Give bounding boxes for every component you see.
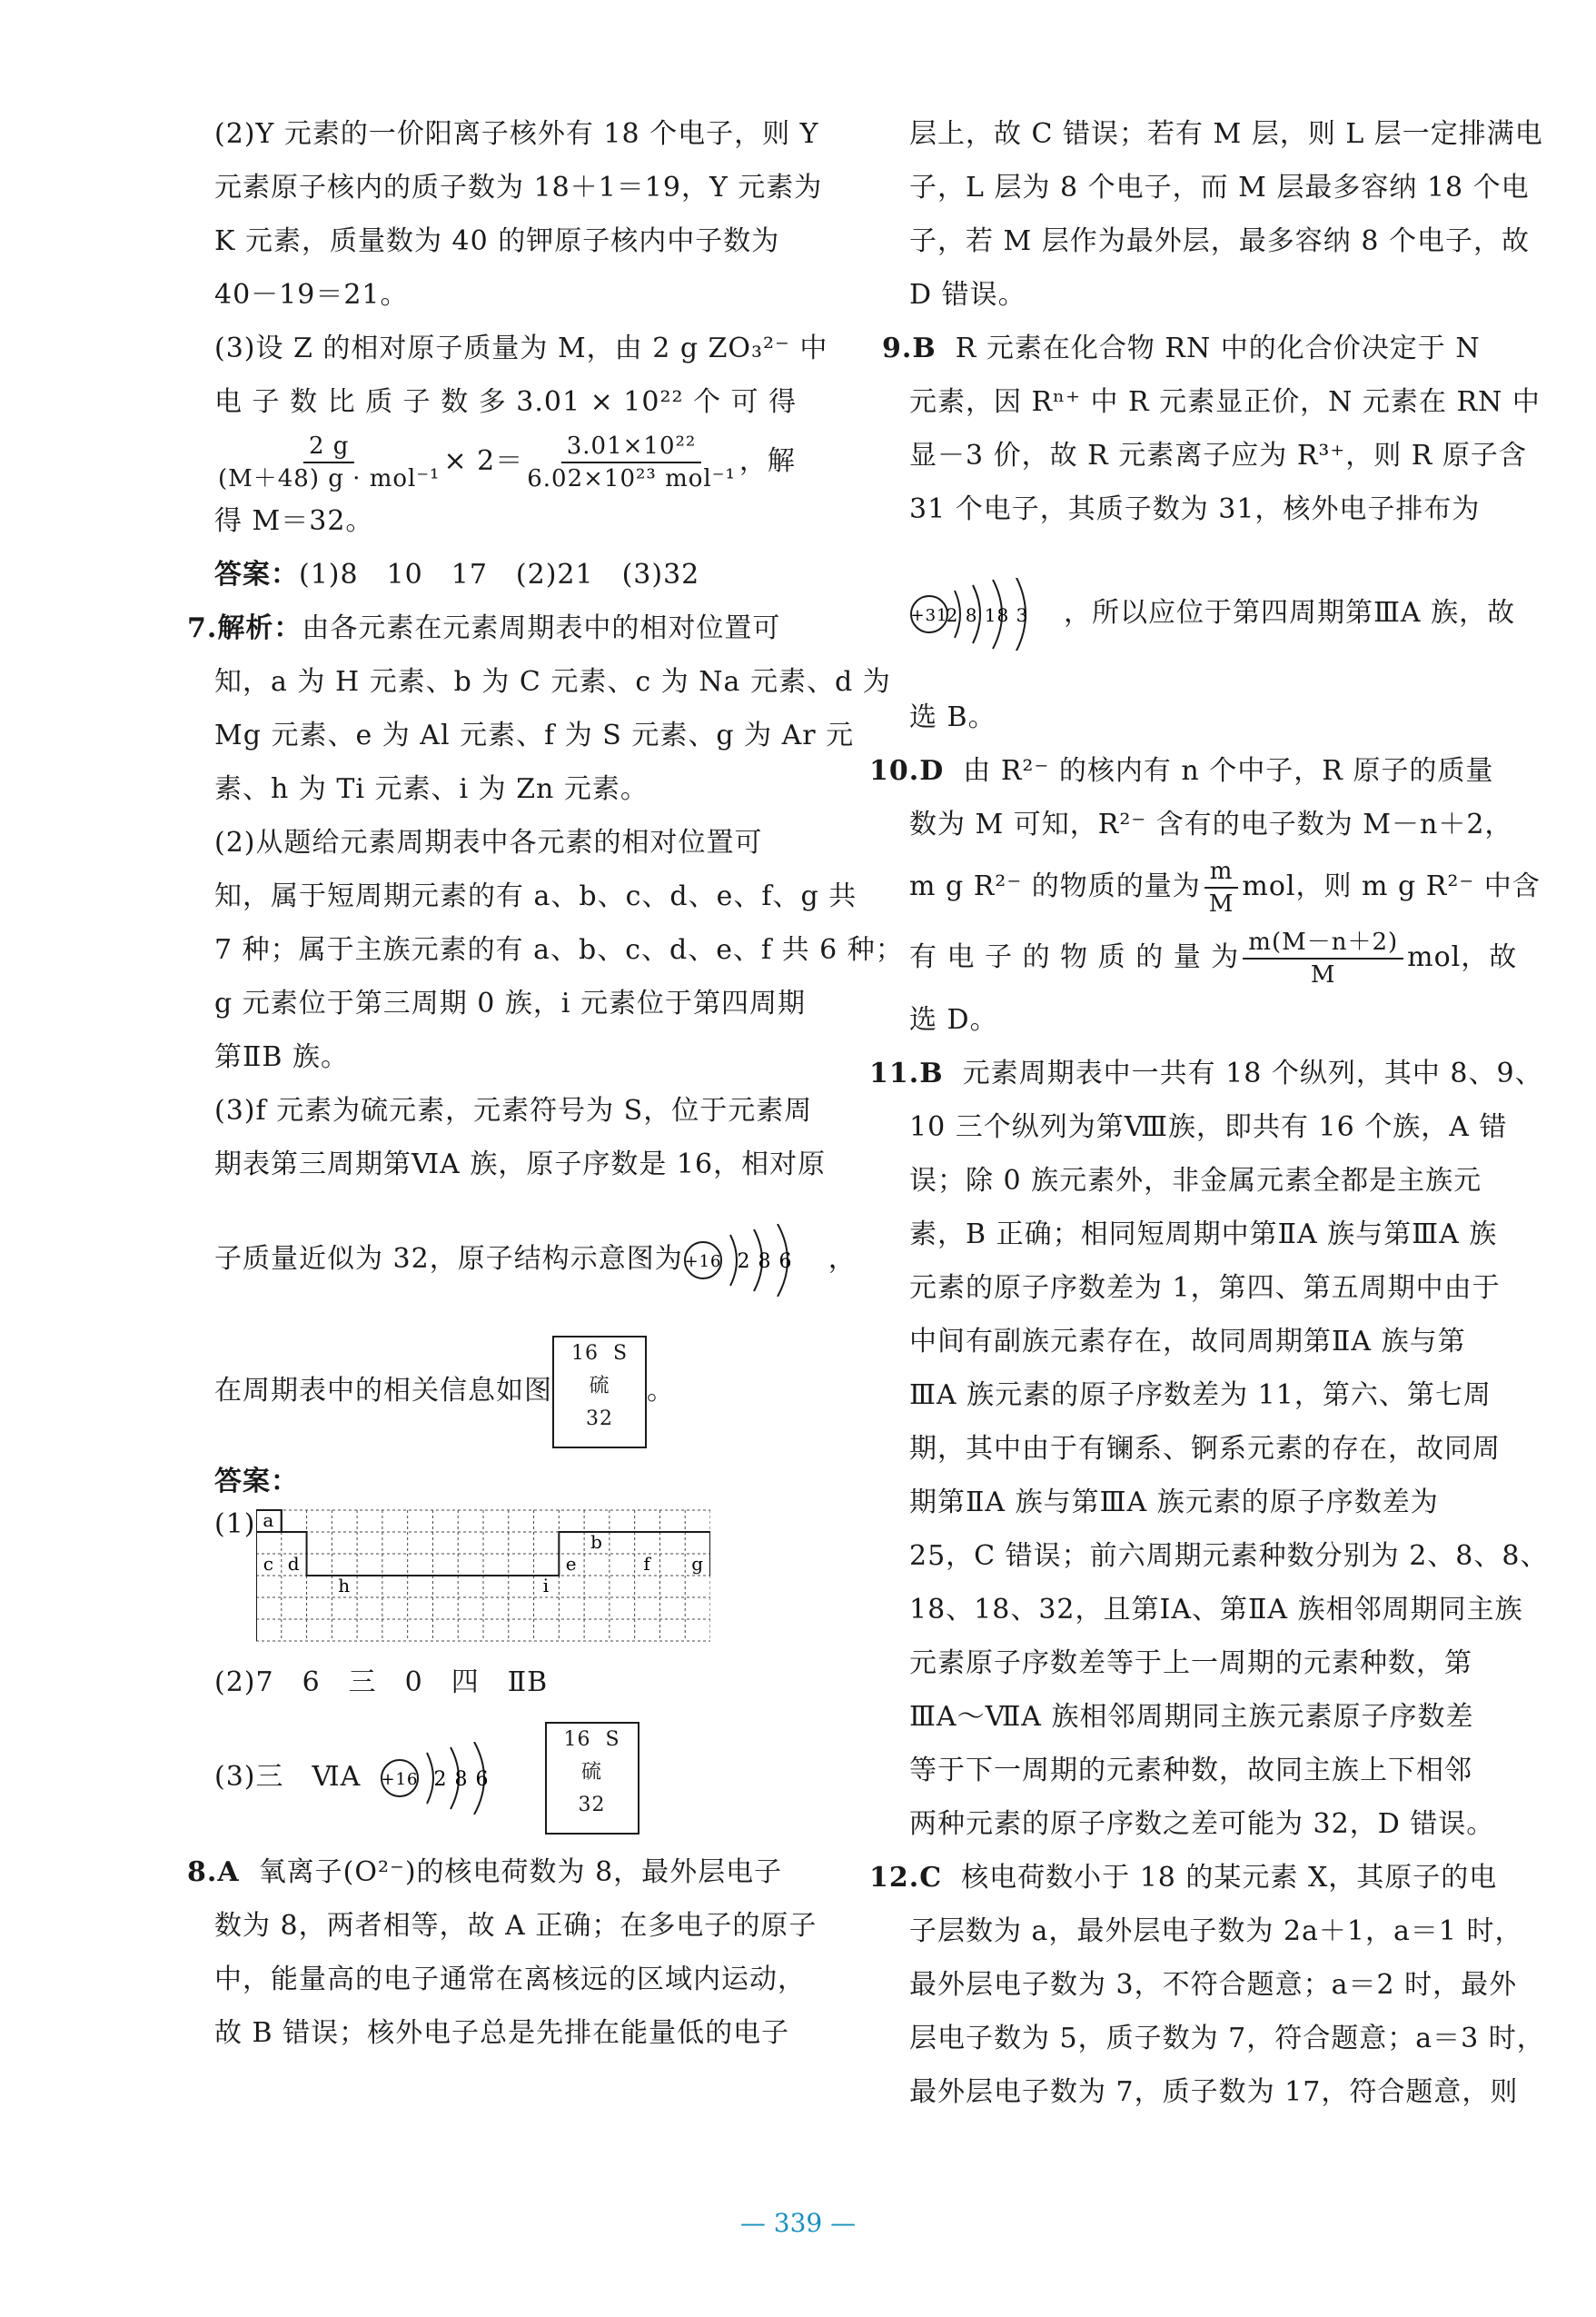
text-line: 故 B 错误；核外电子总是先排在能量低的电子	[214, 2017, 790, 2049]
text-span: R 元素在化合物 RN 中的化合价决定于 N	[955, 333, 1481, 364]
page-number: — 339 —	[739, 2208, 857, 2238]
fraction	[527, 431, 736, 494]
formula-line	[214, 429, 850, 494]
fraction-numerator: m	[1204, 856, 1239, 889]
text-line	[882, 322, 1545, 375]
atom-shells: 2 8 6	[737, 1250, 793, 1273]
answer-6	[214, 548, 850, 602]
text-line: 知，a 为 H 元素、b 为 C 元素、c 为 Na 元素、d 为	[214, 666, 891, 698]
atom-shells: 2 8 18 3	[946, 604, 1029, 626]
answer-7	[214, 1455, 850, 1845]
text-line: 期第ⅡA 族与第ⅢA 族元素的原子序数差为	[909, 1487, 1439, 1518]
text-span: (1)	[214, 1508, 256, 1540]
text-span: 元素周期表中一共有 18 个纵列，其中 8、9、	[962, 1058, 1543, 1089]
fraction-denominator: M	[1310, 961, 1336, 989]
text-line: Mg 元素、e 为 Al 元素、f 为 S 元素、g 为 Ar 元	[214, 720, 855, 751]
element-info-box	[552, 1336, 647, 1448]
text-span: m g R²⁻ 的物质的量为	[909, 870, 1201, 902]
element-mass: 32	[586, 1407, 613, 1430]
text-line: 18、18、32，且第ⅠA、第ⅡA 族相邻周期同主族	[909, 1594, 1523, 1626]
text-line: 第ⅡB 族。	[214, 1041, 349, 1073]
text-line: 子，若 M 层作为最外层，最多容纳 8 个电子，故	[909, 225, 1530, 257]
formula-line	[909, 922, 1545, 993]
q6-part3	[214, 322, 850, 548]
right-column	[869, 107, 1549, 2119]
text-line: (3)f 元素为硫元素，元素符号为 S，位于元素周	[214, 1095, 813, 1127]
q7-analysis	[187, 602, 904, 1455]
text-line: 数为 M 可知，R²⁻ 含有的电子数为 M－n＋2，	[909, 809, 1513, 840]
left-column	[187, 107, 904, 2060]
q12	[869, 1851, 1545, 2119]
text-line	[187, 602, 850, 655]
formula-operator: × 2＝	[443, 445, 524, 477]
text-span: 氧离子(O²⁻)的核电荷数为 8，最外层电子	[258, 1856, 783, 1888]
text-line: 两种元素的原子序数之差可能为 32，D 错误。	[909, 1808, 1495, 1840]
text-line: 显－3 价，故 R 元素离子应为 R³⁺，则 R 原子含	[909, 440, 1527, 472]
formula-tail: ，解	[739, 445, 796, 477]
q10	[869, 744, 1545, 1047]
atom-line	[909, 536, 1545, 691]
text-line: 中，能量高的电子通常在离核远的区域内运动，	[214, 1964, 806, 1995]
q6-part2	[214, 107, 850, 322]
grid-element-label-a: a	[262, 1509, 274, 1531]
text-line: 数为 8，两者相等，故 A 正确；在多电子的原子	[214, 1910, 818, 1942]
text-span: 在周期表中的相关信息如图	[214, 1375, 552, 1407]
element-symbol: S	[605, 1728, 620, 1751]
answer-label: 答案：	[214, 1466, 299, 1497]
periodic-table-grid	[256, 1508, 710, 1645]
atom-structure-diagram	[683, 1224, 828, 1297]
text-line: 电 子 数 比 质 子 数 多 3.01 × 10²² 个 可 得	[214, 386, 798, 418]
text-line: 得 M＝32。	[214, 505, 374, 537]
text-span: 由各元素在元素周期表中的相对位置可	[302, 612, 781, 644]
fraction-numerator: 2 g	[303, 431, 354, 463]
atom-nucleus: +31	[910, 606, 948, 625]
text-span: 核电荷数小于 18 的某元素 X，其原子的电	[961, 1862, 1498, 1894]
text-line: 误；除 0 族元素外，非金属元素全都是主族元	[909, 1165, 1482, 1197]
text-line: ⅢA 族元素的原子序数差为 11，第六、第七周	[909, 1379, 1492, 1411]
atom-nucleus: +16	[381, 1770, 419, 1789]
text-line: 子层数为 a，最外层电子数为 2a＋1，a＝1 时，	[909, 1915, 1523, 1947]
q8-continued	[909, 107, 1545, 322]
text-line: 素，B 正确；相同短周期中第ⅡA 族与第ⅢA 族	[909, 1218, 1498, 1250]
atom-structure-diagram	[380, 1742, 525, 1815]
text-line: 层上，故 C 错误；若有 M 层，则 L 层一定排满电	[909, 118, 1543, 150]
question-label: 8.A	[187, 1856, 240, 1888]
text-line: 7 种；属于主族元素的有 a、b、c、d、e、f 共 6 种；	[214, 934, 904, 966]
atom-line	[214, 1709, 850, 1845]
text-span: 。	[647, 1375, 675, 1407]
text-line: 期表第三周期第ⅥA 族，原子序数是 16，相对原	[214, 1149, 827, 1180]
fraction-denominator: M	[1208, 890, 1234, 918]
text-line: 等于下一周期的元素种数，故同主族上下相邻	[909, 1755, 1472, 1786]
q11	[869, 1047, 1549, 1851]
element-number: 16	[563, 1728, 591, 1751]
text-line: 最外层电子数为 3，不符合题意；a＝2 时，最外	[909, 1969, 1518, 2001]
text-line	[187, 1845, 850, 1899]
answer-text: (1)8 10 17 (2)21 (3)32	[299, 559, 700, 591]
q9	[882, 322, 1545, 744]
element-number: 16	[570, 1342, 599, 1365]
text-line: 子，L 层为 8 个电子，而 M 层最多容纳 18 个电	[909, 172, 1530, 204]
fraction	[1243, 927, 1403, 990]
text-line	[869, 1047, 1545, 1100]
text-line: 元素的原子序数差为 1，第四、第五周期中由于	[909, 1272, 1501, 1304]
text-line: 素、h 为 Ti 元素、i 为 Zn 元素。	[214, 773, 649, 805]
text-line: ⅢA～ⅦA 族相邻周期同主族元素原子序数差	[909, 1701, 1474, 1733]
text-line: (2)从题给元素周期表中各元素的相对位置可	[214, 827, 763, 859]
grid-element-label-d: d	[287, 1553, 301, 1575]
text-span: ，所以应位于第四周期第ⅢA 族，故	[1064, 597, 1516, 629]
text-line: 最外层电子数为 7，质子数为 17，符合题意，则	[909, 2076, 1519, 2108]
atom-structure-diagram	[909, 578, 1064, 651]
text-span: (3)三 ⅥA	[214, 1761, 362, 1793]
formula-line	[909, 851, 1545, 922]
fraction-numerator: m(M－n＋2)	[1243, 927, 1403, 960]
question-label: 11.B	[869, 1058, 944, 1089]
text-line	[869, 1851, 1545, 1904]
fraction-denominator: (M＋48) g · mol⁻¹	[218, 465, 441, 492]
text-line: 元素原子序数差等于上一周期的元素种数，第	[909, 1647, 1472, 1679]
text-line: 层电子数为 5，质子数为 7，符合题意；a＝3 时，	[909, 2023, 1545, 2054]
answer-label: 答案：	[214, 559, 299, 591]
text-line: 中间有副族元素存在，故同周期第ⅡA 族与第	[909, 1326, 1466, 1357]
element-box-line	[214, 1328, 850, 1455]
text-line: 40－19＝21。	[214, 279, 409, 311]
text-line: 10 三个纵列为第Ⅷ族，即共有 16 个族，A 错	[909, 1111, 1508, 1143]
text-line: (2)Y 元素的一价阳离子核外有 18 个电子，则 Y	[214, 118, 819, 150]
text-line: K 元素，质量数为 40 的钾原子核内中子数为	[214, 225, 780, 257]
text-span: mol，则 m g R²⁻ 中含	[1242, 870, 1541, 902]
question-label: 7.解析：	[187, 612, 302, 644]
text-line: 元素原子核内的质子数为 18＋1＝19，Y 元素为	[214, 172, 823, 204]
text-line	[869, 744, 1545, 798]
grid-element-label-e: e	[565, 1553, 578, 1575]
element-symbol: S	[612, 1342, 629, 1365]
periodic-table-answer	[214, 1508, 850, 1645]
atom-shells: 2 8 6	[433, 1768, 490, 1791]
element-number-symbol	[554, 1337, 645, 1370]
question-label: 12.C	[869, 1862, 943, 1894]
text-line: 知，属于短周期元素的有 a、b、c、d、e、f、g 共	[214, 880, 857, 912]
text-line: 期，其中由于有镧系、锕系元素的存在，故同周	[909, 1433, 1501, 1465]
element-name: 硫	[580, 1761, 602, 1784]
text-line: (3)设 Z 的相对原子质量为 M，由 2 g ZO₃²⁻ 中	[214, 333, 828, 364]
text-span: mol，故	[1407, 941, 1518, 973]
element-name: 硫	[589, 1375, 610, 1397]
text-span: 子质量近似为 32，原子结构示意图为	[214, 1243, 683, 1275]
text-line: (2)7 6 三 0 四 ⅡB	[214, 1666, 549, 1698]
text-span: 有 电 子 的 物 质 的 量 为	[909, 941, 1240, 973]
text-line: D 错误。	[909, 279, 1026, 311]
text-line: 31 个电子，其质子数为 31，核外电子排布为	[909, 493, 1481, 525]
grid-element-label-g: g	[690, 1553, 704, 1575]
fraction	[218, 431, 440, 494]
atom-line	[214, 1191, 857, 1328]
q8	[187, 1845, 850, 2060]
atom-nucleus: +16	[684, 1252, 722, 1271]
text-line: 选 B。	[909, 701, 996, 733]
question-label: 10.D	[869, 755, 945, 787]
fraction-denominator: 6.02×10²³ mol⁻¹	[527, 465, 736, 492]
fraction-numerator: 3.01×10²²	[561, 431, 702, 463]
grid-element-label-b: b	[590, 1531, 603, 1553]
fraction	[1204, 856, 1239, 920]
text-span: ，	[828, 1243, 857, 1275]
text-line: 元素，因 Rⁿ⁺ 中 R 元素显正价，N 元素在 RN 中	[909, 386, 1541, 418]
grid-element-label-f: f	[642, 1553, 651, 1575]
element-info-box	[545, 1722, 639, 1835]
grid-element-label-i: i	[542, 1575, 550, 1596]
text-line: g 元素位于第三周期 0 族，i 元素位于第四周期	[214, 988, 807, 1019]
question-label: 9.B	[882, 333, 937, 364]
grid-element-label-h: h	[337, 1575, 351, 1596]
text-line: 25，C 错误；前六周期元素种数分别为 2、8、8、	[909, 1540, 1549, 1572]
text-line: 选 D。	[909, 1004, 998, 1036]
text-span: 由 R²⁻ 的核内有 n 个中子，R 原子的质量	[963, 755, 1494, 787]
element-mass: 32	[578, 1794, 606, 1816]
element-number-symbol	[547, 1724, 638, 1756]
grid-element-label-c: c	[263, 1553, 274, 1575]
